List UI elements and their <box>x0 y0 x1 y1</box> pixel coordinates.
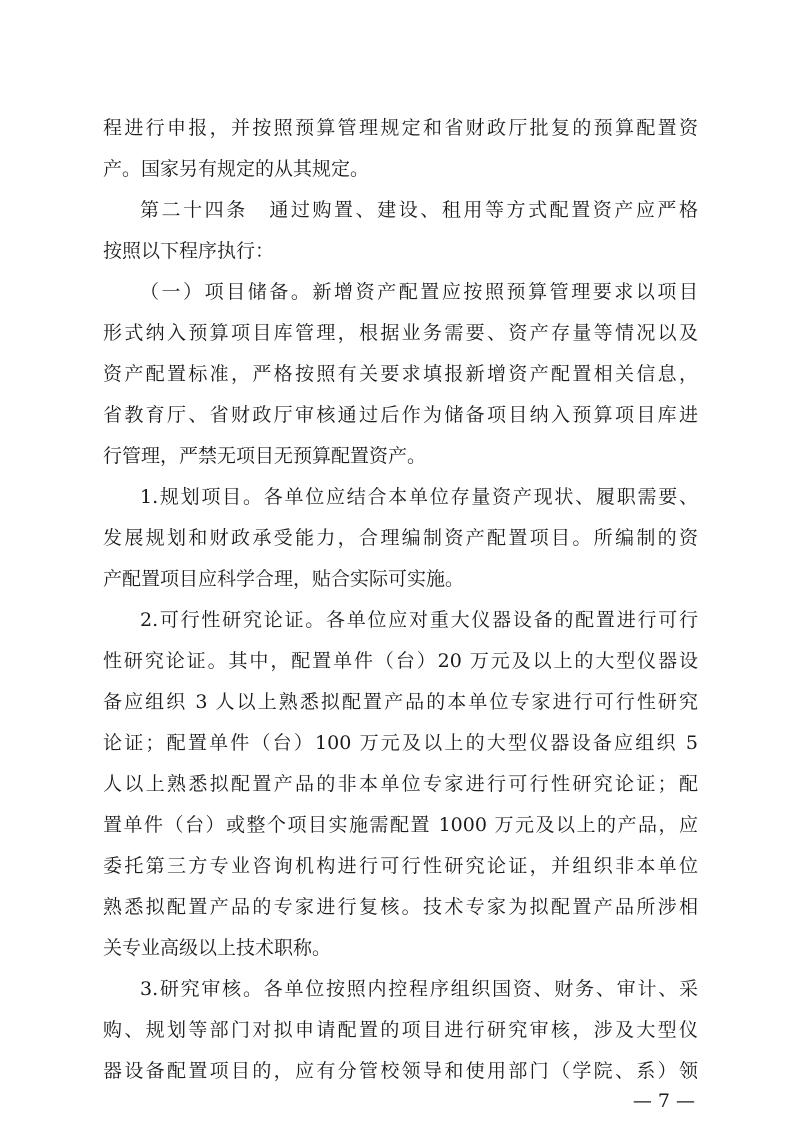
text-line: 置单件（台）或整个项目实施需配置 1000 万元及以上的产品，应 <box>103 814 698 836</box>
text-line: 人以上熟悉拟配置产品的非本单位专家进行可行性研究论证；配 <box>103 773 698 795</box>
page-number: — 7 — <box>632 1090 695 1112</box>
text-line: 委托第三方专业咨询机构进行可行性研究论证，并组织非本单位 <box>103 855 698 877</box>
text-line: 产。国家另有规定的从其规定。 <box>103 158 370 180</box>
text-line: 论证；配置单件（台）100 万元及以上的大型仪器设备应组织 5 <box>103 732 698 754</box>
item-heading-line: 3.研究审核。各单位按照内控程序组织国资、财务、审计、采 <box>140 978 698 1000</box>
item-heading-line: 1.规划项目。各单位应结合本单位存量资产现状、履职需要、 <box>140 486 698 508</box>
text-line: 性研究论证。其中，配置单件（台）20 万元及以上的大型仪器设 <box>103 650 698 672</box>
text-line: 关专业高级以上技术职称。 <box>103 937 332 959</box>
text-line: 购、规划等部门对拟申请配置的项目进行研究审核，涉及大型仪 <box>103 1019 698 1041</box>
text-line: 省教育厅、省财政厅审核通过后作为储备项目纳入预算项目库进 <box>103 404 698 426</box>
text-line: 产配置项目应科学合理，贴合实际可实施。 <box>103 568 465 590</box>
item-heading-line: 2.可行性研究论证。各单位应对重大仪器设备的配置进行可行 <box>140 609 698 631</box>
text-line: 形式纳入预算项目库管理，根据业务需要、资产存量等情况以及 <box>103 322 698 344</box>
text-line: 按照以下程序执行： <box>103 240 275 262</box>
text-line: 行管理，严禁无项目无预算配置资产。 <box>103 445 427 467</box>
text-line: 器设备配置项目的，应有分管校领导和使用部门（学院、系）领 <box>103 1060 698 1082</box>
text-line: 程进行申报，并按照预算管理规定和省财政厅批复的预算配置资 <box>103 117 698 139</box>
text-line: 熟悉拟配置产品的专家进行复核。技术专家为拟配置产品所涉相 <box>103 896 698 918</box>
text-line: 资产配置标准，严格按照有关要求填报新增资产配置相关信息， <box>103 363 698 385</box>
section-heading-line: （一）项目储备。新增资产配置应按照预算管理要求以项目 <box>140 281 698 303</box>
text-line: 发展规划和财政承受能力，合理编制资产配置项目。所编制的资 <box>103 527 698 549</box>
article-heading-line: 第二十四条 通过购置、建设、租用等方式配置资产应严格 <box>140 199 698 221</box>
text-line: 备应组织 3 人以上熟悉拟配置产品的本单位专家进行可行性研究 <box>103 691 698 713</box>
